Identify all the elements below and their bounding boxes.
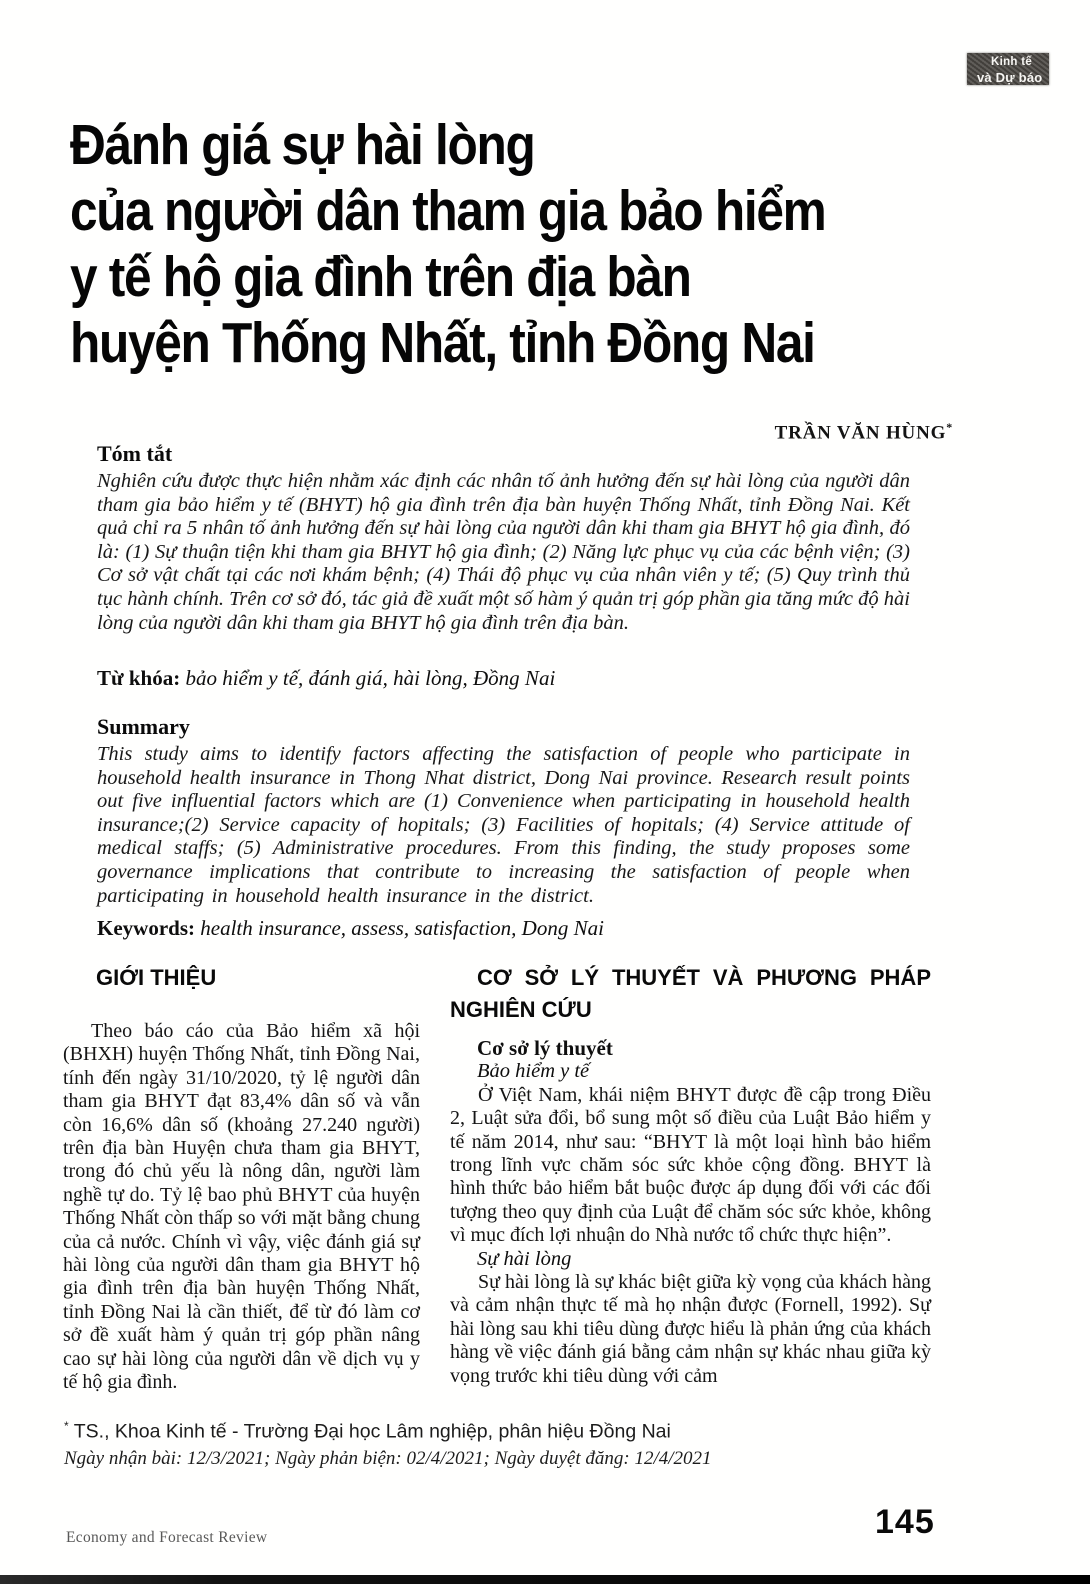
article-title — [70, 112, 905, 376]
article-title-line4: huyện Thống Nhất, tỉnh Đồng Nai — [70, 311, 815, 375]
subheading-satisfaction: Sự hài lòng — [477, 1247, 572, 1270]
keywords-vi-text: bảo hiểm y tế, đánh giá, hài lòng, Đồng Nai — [180, 666, 556, 690]
abstract-english — [97, 714, 910, 908]
journal-logo-line1: Kinh tế — [991, 56, 1033, 68]
theory-paragraph-2: Sự hài lòng là sự khác biệt giữa kỳ vọng của khách hàng và cảm nhận thực tế mà họ nhận được (Fornell, 1992). Sự hài lòng sau khi tiêu dùng được hiểu là phản ứng của khách hàng về việc đánh giá bằng cảm nhận sự khác nhau giữa kỳ vọng trước khi tiêu dùng với cảm — [450, 1271, 931, 1387]
section-heading-intro: GIỚI THIỆU — [96, 965, 217, 990]
article-title-line1: Đánh giá sự hài lòng — [70, 113, 535, 177]
column-right — [450, 962, 931, 1395]
footnote-marker: * — [64, 1419, 69, 1433]
column-left — [63, 962, 420, 1395]
keywords-en-text: health insurance, assess, satisfaction, Dong Nai — [195, 916, 604, 940]
journal-logo-line2: và Dự báo — [977, 69, 1043, 85]
footnote-affiliation — [64, 1419, 944, 1444]
section-heading-theory: CƠ SỞ LÝ THUYẾT VÀ PHƯƠNG PHÁP NGHIÊN CỨU — [450, 965, 931, 1022]
journal-logo-badge — [967, 53, 1049, 85]
abstract-vi-heading: Tóm tắt — [97, 441, 173, 466]
abstract-vietnamese — [97, 441, 910, 635]
keywords-en-label: Keywords: — [97, 916, 195, 940]
keywords-english — [97, 916, 910, 941]
footnote-affiliation-text: TS., Khoa Kinh tế - Trường Đại học Lâm nghiệp, phân hiệu Đồng Nai — [73, 1420, 671, 1443]
keywords-vi-label: Từ khóa: — [97, 666, 181, 690]
journal-footer-name: Economy and Forecast Review — [66, 1529, 268, 1546]
intro-paragraph: Theo báo cáo của Bảo hiểm xã hội (BHXH) huyện Thống Nhất, tỉnh Đồng Nai, tính đến ngày 31/10/2020, tỷ lệ người dân tham gia BHYT đạt 83,4% dân số và vẫn còn 16,6% dân số (khoảng 27.240 người) trên địa bàn Huyện chưa tham gia BHYT, trong đó chủ yếu là nông dân, người làm nghề tự do. Tỷ lệ bao phủ BHYT của huyện Thống Nhất còn thấp so với mặt bằng chung của cả nước. Chính vì vậy, việc đánh giá sự hài lòng của người dân tham gia BHYT hộ gia đình trên địa bàn huyện Thống Nhất, tỉnh Đồng Nai là cần thiết, để từ đó làm cơ sở đề xuất hàm ý quản trị góp phần nâng cao sự hài lòng của người dân về dịch vụ y tế hộ gia đình. — [63, 1020, 420, 1394]
page-number: 145 — [875, 1503, 935, 1541]
footnote-dates: Ngày nhận bài: 12/3/2021; Ngày phản biện: 02/4/2021; Ngày duyệt đăng: 12/4/2021 — [64, 1447, 712, 1469]
keywords-vietnamese — [97, 666, 910, 691]
footnote-block — [64, 1419, 944, 1470]
two-column-body — [63, 962, 931, 1395]
theory-paragraph-1: Ở Việt Nam, khái niệm BHYT được đề cập trong Điều 2, Luật sửa đổi, bổ sung một số điều của Luật Bảo hiểm y tế năm 2014, như sau: “BHYT là một loại hình bảo hiểm trong lĩnh vực chăm sóc sức khỏe cộng đồng. BHYT là hình thức bảo hiểm bắt buộc được áp dụng đối với các đối tượng theo quy định của Luật để chăm sóc sức khỏe, không vì mục đích lợi nhuận do Nhà nước tổ chức thực hiện”. — [450, 1083, 931, 1247]
abstract-en-body: This study aims to identify factors affecting the satisfaction of people who participate in household health insurance in Thong Nhat district, Dong Nai province. Research result points out five influential factors which are (1) Convenience when participating in household health insurance;(2) Service capacity of hopitals; (3) Facilities of hopitals; (4) Service attitude of medical staffs; (5) Administrative procedures. From this finding, the study proposes some governance implications that contribute to increasing the satisfaction of people when participating in household health insurance in the district. — [97, 743, 910, 907]
abstract-vi-body: Nghiên cứu được thực hiện nhằm xác định các nhân tố ảnh hưởng đến sự hài lòng của người dân tham gia bảo hiểm y tế (BHYT) hộ gia đình trên địa bàn huyện Thống Nhất, tỉnh Đồng Nai. Kết quả chỉ ra 5 nhân tố ảnh hưởng đến sự hài lòng của người dân khi tham gia BHYT hộ gia đình, đó là: (1) Sự thuận tiện khi tham gia BHYT hộ gia đình; (2) Năng lực phục vụ của các bệnh viện; (3) Cơ sở vật chất tại các nơi khám bệnh; (4) Thái độ phục vụ của nhân viên y tế; (5) Quy trình thủ tục hành chính. Trên cơ sở đó, tác giả đề xuất một số hàm ý quản trị góp phần gia tăng mức độ hài lòng của người dân khi tham gia BHYT hộ gia đình trên địa bàn. — [97, 470, 910, 634]
scan-artifact-bar — [0, 1575, 1090, 1584]
article-title-line2: của người dân tham gia bảo hiểm — [70, 179, 826, 243]
author-name: TRẦN VĂN HÙNG — [774, 422, 947, 444]
abstract-en-heading: Summary — [97, 714, 190, 739]
article-title-line3: y tế hộ gia đình trên địa bàn — [70, 245, 691, 309]
subheading-health-insurance: Bảo hiểm y tế — [477, 1060, 590, 1083]
subheading-theory-basis: Cơ sở lý thuyết — [477, 1036, 613, 1060]
author-footnote-marker: * — [946, 420, 953, 434]
